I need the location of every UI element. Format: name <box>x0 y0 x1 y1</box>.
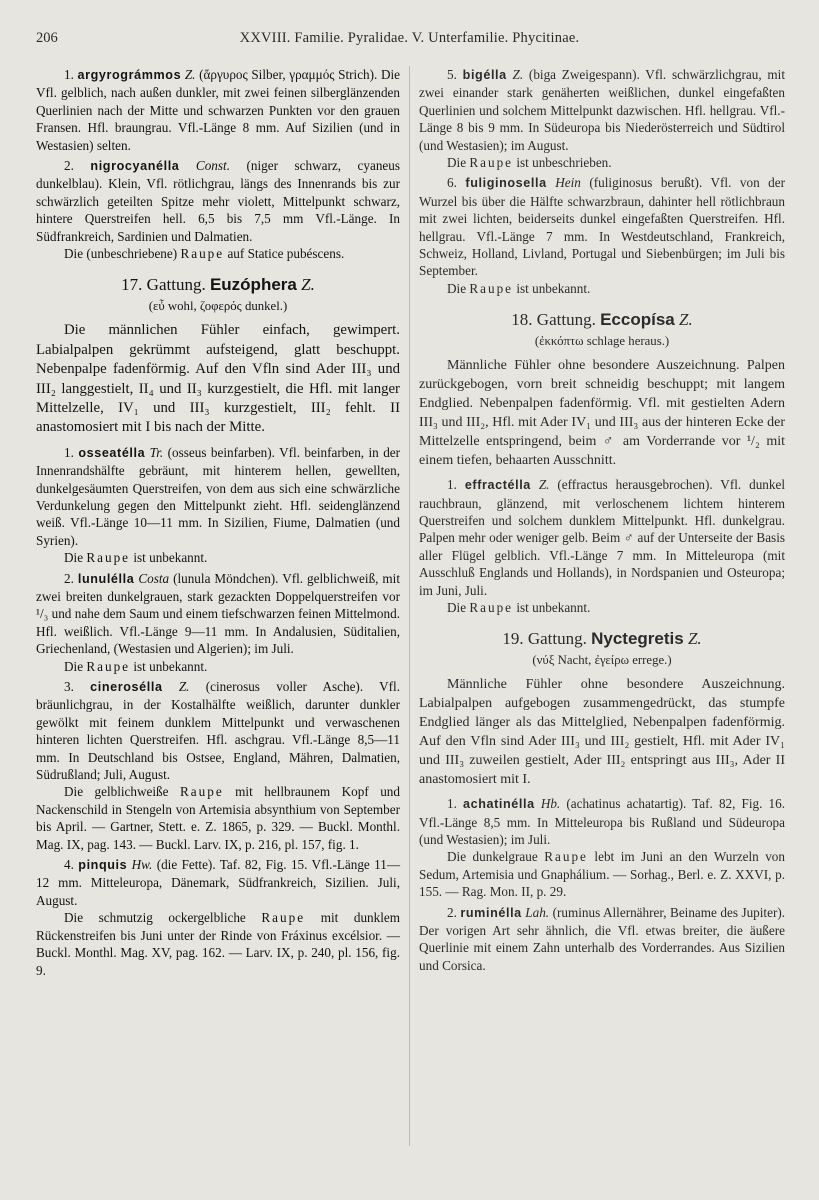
species-name: achatinélla <box>463 797 535 812</box>
species-author: Z. <box>178 679 190 694</box>
species-author: Tr. <box>149 444 164 460</box>
larva-note <box>36 245 400 262</box>
genus-heading <box>419 630 785 647</box>
species-author: Hein <box>555 175 581 191</box>
species-entry <box>36 66 400 154</box>
larva-word: Raupe <box>86 550 131 566</box>
species-author: Z. <box>184 67 196 82</box>
larva-post: mit dunklem Rückenstreifen bis Juni unter der Rinde von Fráxinus excélsior. — Buckl. Monthl. Mag. XV, pag. 162. — Larv. IX, p. 240, pl. 156, fig. 9. <box>36 910 401 978</box>
species-name: cinerosélla <box>90 680 163 694</box>
larva-pre: Die (unbeschriebene) <box>64 246 178 262</box>
larva-note <box>419 280 785 297</box>
species-description <box>419 66 785 154</box>
larva-word: Raupe <box>180 246 225 262</box>
genus-description: Männliche Fühler ohne besondere Auszeichnung. Labialpalpen aufgebogen zusammengedrückt, das stumpfe Endglied länger als das Mittelglied, Nebenpalpen fadenförmig. Auf den Vfln sind Ader III₃ und III₂ gestielt, Hfl. mit Ader IV₁ und III₃ zuweilen gestielt, Ader III₂ entspringt aus III₃, Ader II anastomosiert mit I. <box>419 677 785 788</box>
species-entry <box>419 476 785 616</box>
larva-pre: Die <box>64 550 84 566</box>
page-header <box>32 30 787 56</box>
larva-post: ist unbekannt. <box>516 280 591 296</box>
species-name: argyrográmmos <box>77 68 182 82</box>
genus-etymology: (νύξ Nacht, ἐγείρω errege.) <box>532 652 672 667</box>
larva-word: Raupe <box>86 658 131 674</box>
species-name: osseatélla <box>78 445 146 460</box>
larva-note <box>419 599 785 616</box>
species-name: ruminélla <box>460 905 522 920</box>
larva-word: Raupe <box>469 599 514 615</box>
larva-word: Raupe <box>544 849 588 865</box>
larva-pre: Die <box>447 155 467 171</box>
species-number: 2. <box>64 570 74 586</box>
species-number: 6. <box>447 175 457 191</box>
species-author: Const. <box>195 158 230 174</box>
species-author: Costa <box>138 570 170 586</box>
larva-pre: Die <box>447 280 467 296</box>
species-description <box>419 476 785 599</box>
species-entry <box>36 157 400 262</box>
genus-name: Eccopísa <box>600 310 675 330</box>
species-name: pinquis <box>78 858 128 873</box>
species-name: nigrocyanélla <box>90 159 180 174</box>
larva-post: ist unbekannt. <box>133 658 208 674</box>
running-title: XXVIII. Familie. Pyralidae. V. Unterfamilie. Phycitinae. <box>239 30 580 46</box>
species-text: (effractus herausgebrochen). Vfl. dunkel rauchbraun, glänzend, mit verloschenem lichtem hinterem Querstreifen und solchem dunklem Mittelpunkt. Hfl. dunkelgrau. Palpen mehr oder weniger gelb. Beim ♂ auf der Unterseite der Basis aller Flügel gelblich. Vfl.-Länge 7 mm. In Mitteleuropa (mit Ausschluß Englands und Hollands), in Nordspanien und Osteuropa; im Juni, Juli. <box>419 477 785 598</box>
species-author: Lah. <box>525 904 550 920</box>
larva-pre: Die <box>64 658 84 674</box>
species-number: 1. <box>447 477 457 493</box>
genus-number: 17. Gattung. <box>121 275 206 295</box>
species-entry <box>419 174 785 297</box>
genus-number: 18. Gattung. <box>511 310 596 330</box>
larva-post: mit hellbraunem Kopf und Nackenschild in Stengeln von Artemisia absynthium von September bis April. — Gartner, Stett. e. Z. 1865, p. 329. — Buckl. Monthl. Mag. IX, pag. 143. — Buckl. Larv. IX, p. 216, pl. 157, fig. 1. <box>36 784 400 852</box>
larva-post: ist unbeschrieben. <box>516 155 612 171</box>
species-description <box>419 174 785 279</box>
larva-post: lebt im Juni an den Wurzeln von Sedum, Artemisia und Gnaphálium. — Sorhag., Berl. e. Z. XXVI, p. 155. — Rag. Mon. II, p. 29. <box>419 849 785 900</box>
genus-author: Z. <box>678 310 693 330</box>
species-number: 4. <box>64 857 74 873</box>
genus-heading <box>36 276 400 293</box>
species-description <box>36 856 400 909</box>
larva-note <box>36 909 400 979</box>
genus-name: Euzóphera <box>209 275 297 295</box>
left-column <box>36 66 400 982</box>
species-number: 1. <box>64 67 74 82</box>
genus-number: 19. Gattung. <box>502 629 587 649</box>
larva-word: Raupe <box>179 784 224 800</box>
larva-word: Raupe <box>469 280 514 296</box>
larva-post: ist unbekannt. <box>133 550 208 566</box>
species-text: (cinerosus voller Asche). Vfl. bräunlichgrau, in der Kostalhälfte weißlich, darunter dunkler gewölkt mit feinem dunklem Mittelpunkt und verwaschenen hinteren lichten Querstreifen. Hfl. aschgrau. Vfl.-Länge 8,5—11 mm. In Deutschland bis Ostsee, England, Mähren, Dalmatien, Südrußland; Juli, August. <box>36 679 401 783</box>
larva-note <box>419 848 785 900</box>
species-text: (fuliginosus berußt). Vfl. von der Wurzel bis über die Hälfte schwarzbraun, dahinter hell rötlichbraun mit zwei lichten, beiderseits dunkel eingefaßten Querstreifen. Hfl. hellgrau. Vfl.-Länge 7 mm. In Westdeutschland, Frankreich, Schweiz, Holland, Livland, Portugal und Siebenbürgen; im Juli bis September. <box>419 175 786 279</box>
larva-pre: Die gelblichweiße <box>64 784 169 800</box>
larva-pre: Die dunkelgraue <box>447 849 538 865</box>
species-name: effractélla <box>464 478 531 493</box>
species-entry <box>36 678 400 853</box>
larva-note <box>36 549 400 566</box>
species-text: (ἄργυρος Silber, γραμμός Strich). Die Vfl. gelblich, nach außen dunkler, mit zwei feinen silberglänzenden Querlinien nach der Mitte und schwarzen Punkten vor den grauen Fransen. Hfl. braungrau. Vfl.-Länge 8 mm. Auf Sizilien (und in Westasien) selten. <box>36 67 400 153</box>
species-description <box>36 678 400 783</box>
species-text: (niger schwarz, cyaneus dunkelblau). Klein, Vfl. rötlichgrau, längs des Innenrands bis zur schwärzlich geteilten Spitze mehr violett, Mittelpunkt schwarz, hintere Querstreifen hell. 6,5 bis 7,5 mm Vfl.-Länge. In Südfrankreich, Sardinien und Dalmatien. <box>36 158 400 244</box>
species-number: 1. <box>447 796 457 812</box>
species-author: Z. <box>538 477 550 493</box>
species-text: (osseus beinfarben). Vfl. beinfarben, in der Innenrandshälfte gebräunt, mit hinterem hellen, gewellten, dunkelgesäumten Querstreifen, von dem aus sich eine schwärzliche Verdunkelung gegen den Mittelpunkt zieht. Hfl. seidenglänzend weiß. Vfl.-Länge 10—11 mm. In Sizilien, Fiume, Dalmatien (und Syrien). <box>36 444 401 548</box>
genus-description: Die männlichen Fühler einfach, gewimpert. Labialpalpen gekrümmt aufsteigend, glatt beschuppt. Nebenpalpe fadenförmig. Auf den Vfln sind Ader III₃ und III₂ langgestielt, II₄ und II₃ kurzgestielt, die Hfl. mit langer Mittelzelle, IV₁ und III₃ kurzgestielt, III₂ fehlt. II anastomosiert mit I bis nach der Mitte. <box>36 322 400 436</box>
species-text: (lunula Möndchen). Vfl. gelblichweiß, mit zwei breiten dunkelgrauen, stark gezackten Doppelquerstreifen vor ¹/₃ und nahe dem Saum und einem tiefschwarzen feinen Mittelmond. Hfl. weißlich. Vfl.-Länge 9—11 mm. In Andalusien, Süditalien, Griechenland, (Westasien und Algerien); im Juli. <box>36 570 401 657</box>
species-author: Hb. <box>540 796 561 812</box>
genus-author: Z. <box>687 629 702 649</box>
species-number: 2. <box>447 904 457 920</box>
species-description <box>36 444 400 549</box>
species-text: (achatinus achatartig). Taf. 82, Fig. 16. Vfl.-Länge 8,5 mm. In Mitteleuropa bis Rußland und Südeuropa (und Westasien); im Juli. <box>419 796 786 847</box>
species-description <box>36 157 400 245</box>
species-text: (die Fette). Taf. 82, Fig. 15. Vfl.-Länge 11—12 mm. Mitteleuropa, Dänemark, Südfrankreich, Sizilien. Juli, August. <box>36 857 401 908</box>
species-number: 3. <box>64 679 74 694</box>
larva-word: Raupe <box>469 155 514 171</box>
species-text: (biga Zweigespann). Vfl. schwärzlichgrau, mit zwei einander stark genäherten weißlichen, dunkel eingefaßten Querlinien und solchem Mittelpunkt dazwischen. Hfl. hellgrau. Vfl.-Länge 8 bis 9 mm. In Südeuropa bis Niederösterreich und Südtirol (und Westasien); im August. <box>419 67 785 153</box>
larva-post: ist unbekannt. <box>516 599 591 615</box>
larva-note <box>419 154 785 171</box>
species-entry <box>36 444 400 567</box>
species-description <box>419 795 785 848</box>
species-entry <box>419 795 785 900</box>
genus-name: Nyctegretis <box>591 629 684 649</box>
species-name: fuliginosella <box>465 176 547 191</box>
larva-post: auf Statice pubéscens. <box>227 246 345 262</box>
larva-word: Raupe <box>261 910 306 926</box>
species-entry <box>36 570 400 675</box>
page-number: 206 <box>36 30 58 46</box>
species-description <box>36 570 400 658</box>
genus-heading <box>419 311 785 328</box>
species-entry <box>419 66 785 171</box>
species-name: lunulélla <box>77 571 135 586</box>
species-author: Z. <box>512 67 524 82</box>
species-entry <box>36 856 400 979</box>
species-name: bigélla <box>462 68 507 82</box>
species-text: (ruminus Allernährer, Beiname des Jupiter). Der vorigen Art sehr ähnlich, die Vfl. etwas breiter, die äußere Querlinie mit einem Zahn unterhalb des Vorderrandes. Aus Sizilien und Corsica. <box>419 904 786 973</box>
genus-etymology: (εὖ wohl, ζοφερός dunkel.) <box>148 298 288 313</box>
species-description <box>419 904 785 975</box>
right-column <box>419 66 785 977</box>
species-author: Hw. <box>131 857 153 873</box>
larva-note <box>36 658 400 675</box>
genus-description: Männliche Fühler ohne besondere Auszeichnung. Palpen zurückgebogen, vorn breit schneidig beschuppt; mit langem Endglied. Nebenpalpen fadenförmig. Vfl. mit gestielten Adern III₃ und III₂, Hfl. mit Ader IV₁ und III₃ aus der hinteren Ecke der Mittelzelle entspringend, beim ♂ am Vorderrande vor ¹/₂ mit einem tiefen, behaarten Ausschnitt. <box>419 358 785 469</box>
larva-note <box>36 783 400 853</box>
larva-pre: Die <box>447 599 467 615</box>
species-entry <box>419 904 785 975</box>
genus-etymology: (ἐκκόπτω schlage heraus.) <box>534 333 670 348</box>
species-number: 5. <box>447 67 457 82</box>
species-number: 2. <box>64 158 74 174</box>
column-divider <box>409 66 410 1146</box>
species-number: 1. <box>64 444 74 460</box>
genus-author: Z. <box>301 275 315 295</box>
species-description <box>36 66 400 154</box>
larva-pre: Die schmutzig ockergelbliche <box>64 910 246 926</box>
